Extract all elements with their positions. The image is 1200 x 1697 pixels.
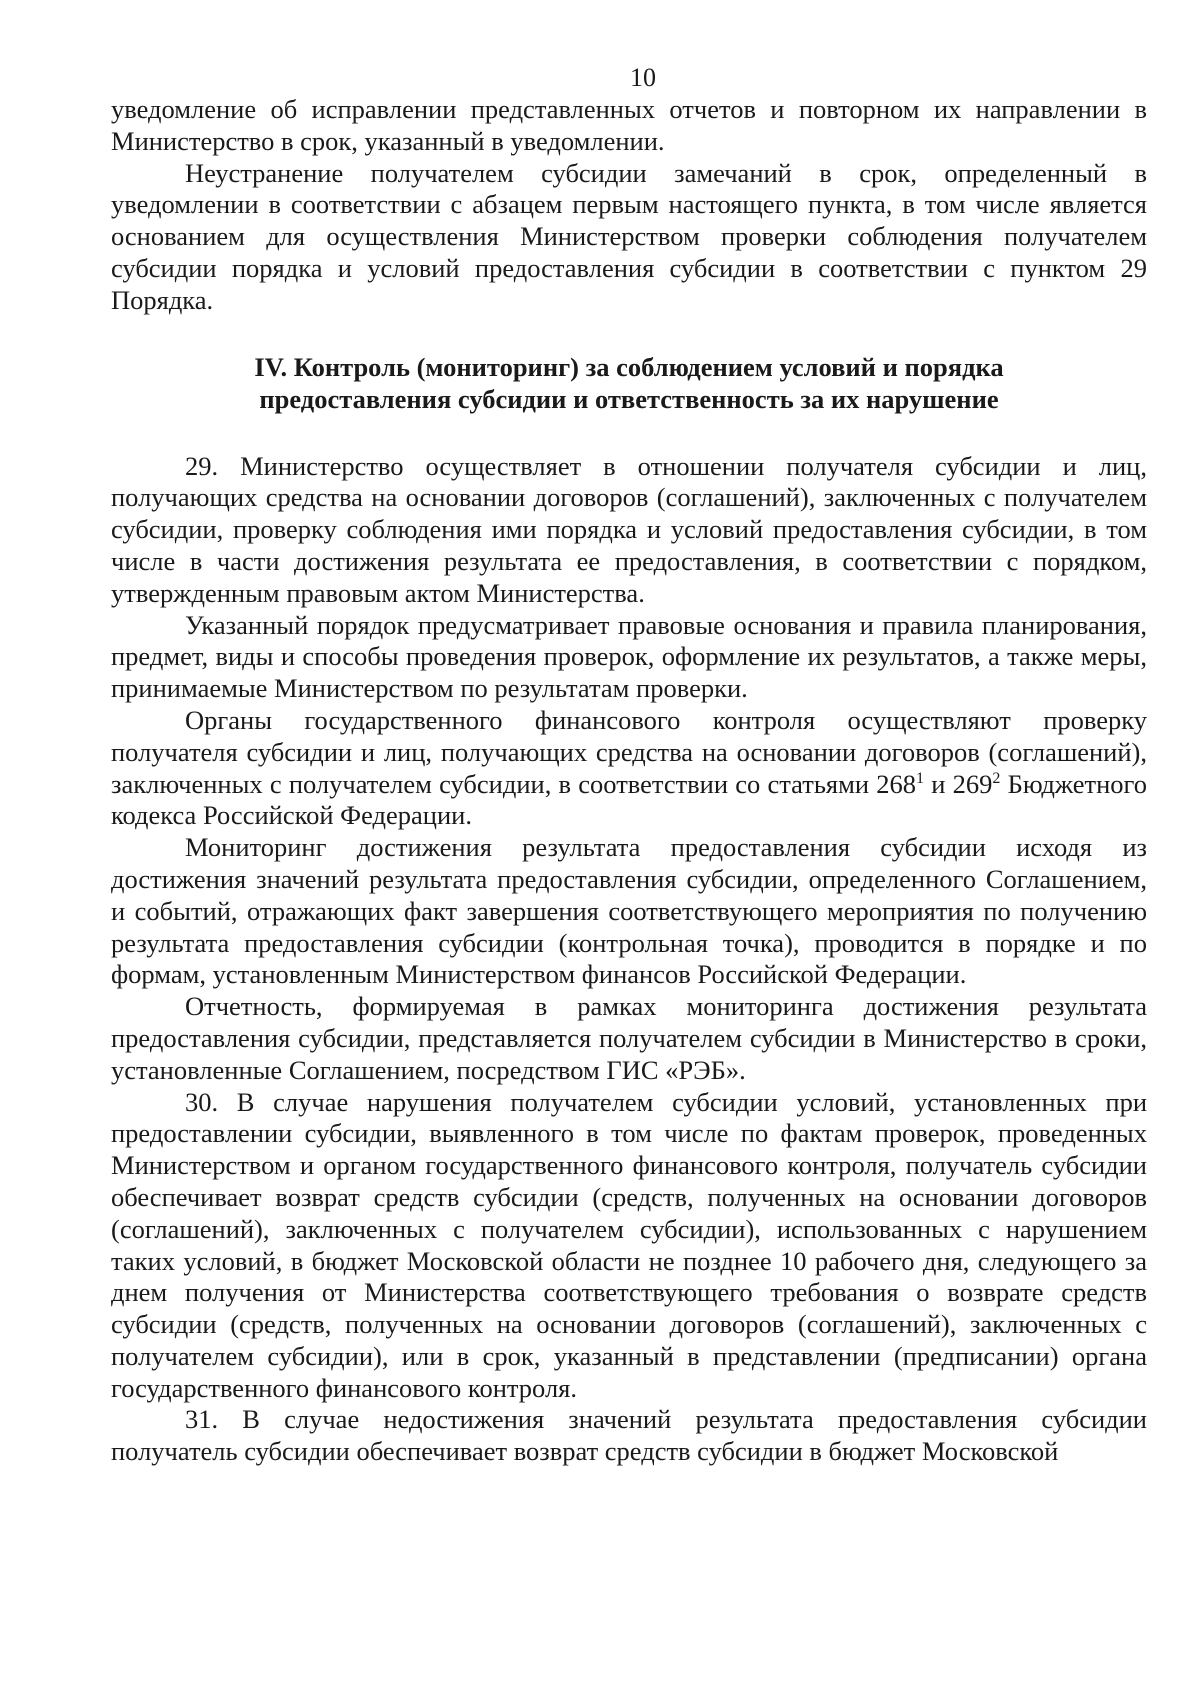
paragraph-non-elimination: Неустранение получателем субсидии замечаний в срок, определенный в уведомлении в соответствии с абзацем первым настоящего пункта, в том числе является основанием для осуществления Министерством проверки соблюдения получателем субсидии порядка и условий предоставления субсидии в соответствии с пунктом 29 Порядка. xyxy=(111,157,1147,315)
state-control-text: Органы государственного финансового контроля осуществляют проверку получателя субсидии и лиц, получающих средства на основании договоров (соглашений), заключенных с получателем субсидии, в соответствии со статьями 268 xyxy=(111,704,1147,799)
footnote-superscript-1: 1 xyxy=(916,769,925,787)
paragraph-procedure: Указанный порядок предусматривает правовые основания и правила планирования, предмет, виды и способы проведения проверок, оформление их результатов, а также меры, принимаемые Министерством по результатам проверки. xyxy=(111,609,1147,704)
page-number: 10 xyxy=(630,63,656,92)
document-page xyxy=(111,62,1147,1468)
state-control-text-end: Бюджетного кодекса Российской Федерации. xyxy=(111,768,1147,831)
paragraph-31: 31. В случае недостижения значений результата предоставления субсидии получатель субсидии обеспечивает возврат средств субсидии в бюджет Московской xyxy=(111,1404,1147,1467)
paragraph-state-control xyxy=(111,705,1147,832)
paragraph-29: 29. Министерство осуществляет в отношении получателя субсидии и лиц, получающих средства на основании договоров (соглашений), заключенных с получателем субсидии, проверку соблюдения ими порядка и условий предоставления субсидии, в том числе в части достижения результата ее предоставления, в соответствии с порядком, утвержденным правовым актом Министерства. xyxy=(111,450,1147,608)
footnote-superscript-2: 2 xyxy=(992,769,1001,787)
section-heading-line-1: IV. Контроль (мониторинг) за соблюдением условий и порядка xyxy=(254,351,1004,382)
paragraph-reporting: Отчетность, формируемая в рамках мониторинга достижения результата предоставления субсидии, представляется получателем субсидии в Министерство в сроки, установленные Соглашением, посредством ГИС «РЭБ». xyxy=(111,991,1147,1085)
section-heading-line-2: предоставления субсидии и ответственность за их нарушение xyxy=(259,383,999,414)
section-heading xyxy=(111,351,1147,415)
state-control-text-mid: и 269 xyxy=(924,768,993,799)
paragraph-continuation: уведомление об исправлении представленных отчетов и повторном их направлении в Министерство в срок, указанный в уведомлении. xyxy=(111,94,1147,156)
paragraph-monitoring: Мониторинг достижения результата предоставления субсидии исходя из достижения значений результата предоставления субсидии, определенного Соглашением, и событий, отражающих факт завершения соответствующего мероприятия по получению результата предоставления субсидии (контрольная точка), проводится в порядке и по формам, установленным Министерством финансов Российской Федерации. xyxy=(111,832,1147,990)
paragraph-30: 30. В случае нарушения получателем субсидии условий, установленных при предоставлении субсидии, выявленного в том числе по фактам проверок, проведенных Министерством и органом государственного финансового контроля, получатель субсидии обеспечивает возврат средств субсидии (средств, полученных на основании договоров (соглашений), заключенных с получателем субсидии), использованных с нарушением таких условий, в бюджет Московской области не позднее 10 рабочего дня, следующего за днем получения от Министерства соответствующего требования о возврате средств субсидии (средств, полученных на основании договоров (соглашений), заключенных с получателем субсидии), или в срок, указанный в представлении (предписании) органа государственного финансового контроля. xyxy=(111,1086,1147,1403)
